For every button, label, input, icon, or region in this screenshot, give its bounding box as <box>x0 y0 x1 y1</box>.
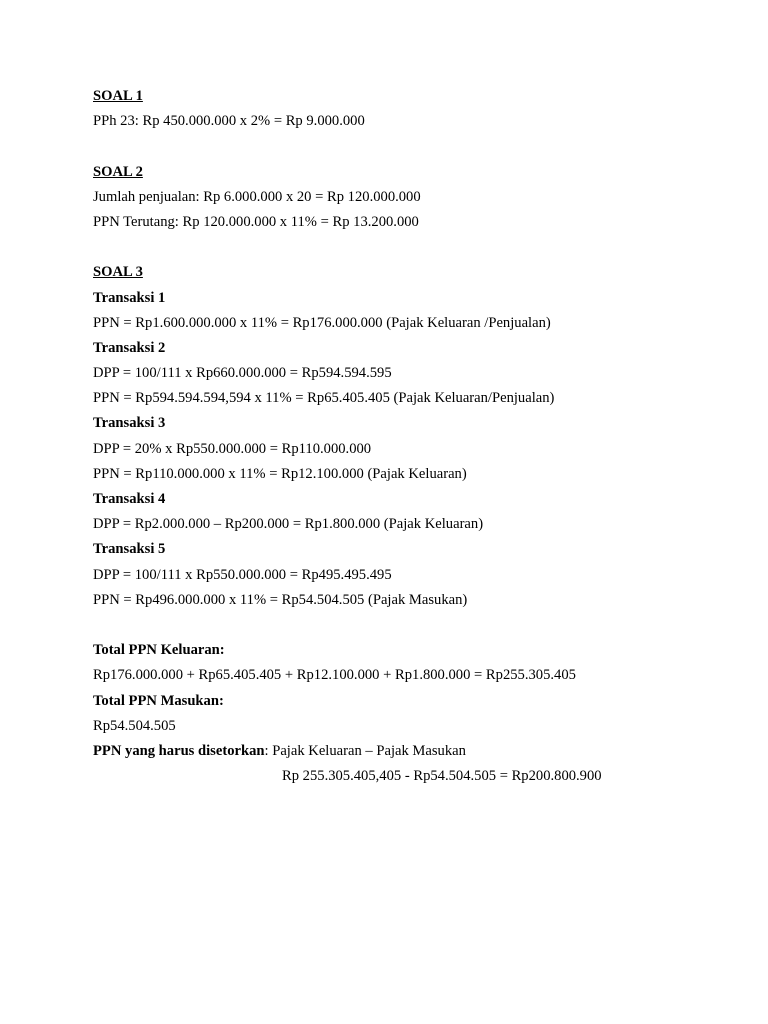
ppn-disetorkan-label: PPN yang harus disetorkan <box>93 742 265 759</box>
transaksi-4-dpp-line: DPP = Rp2.000.000 – Rp200.000 = Rp1.800.000 (Pajak Keluaran) <box>93 516 484 533</box>
total-ppn-masukan-label: Total PPN Masukan: <box>93 692 224 709</box>
spacer <box>93 136 713 161</box>
transaksi-2-dpp-line: DPP = 100/111 x Rp660.000.000 = Rp594.594.595 <box>93 365 392 382</box>
transaksi-1-title: Transaksi 1 <box>93 289 166 306</box>
soal-1-pph23-line: PPh 23: Rp 450.000.000 x 2% = Rp 9.000.000 <box>93 113 365 130</box>
ppn-disetorkan-result: Rp 255.305.405,405 - Rp54.504.505 = Rp200.800.900 <box>282 768 602 785</box>
transaksi-2-ppn-line: PPN = Rp594.594.594,594 x 11% = Rp65.405.405 (Pajak Keluaran/Penjualan) <box>93 390 555 407</box>
transaksi-1-line: PPN = Rp1.600.000.000 x 11% = Rp176.000.000 (Pajak Keluaran /Penjualan) <box>93 314 551 331</box>
transaksi-4-title: Transaksi 4 <box>93 491 166 507</box>
transaksi-5-ppn-line: PPN = Rp496.000.000 x 11% = Rp54.504.505 (Pajak Masukan) <box>93 591 468 608</box>
transaksi-3-ppn-line: PPN = Rp110.000.000 x 11% = Rp12.100.000 (Pajak Keluaran) <box>93 465 467 482</box>
document-body <box>93 86 713 791</box>
ppn-disetorkan-formula: : Pajak Keluaran – Pajak Masukan <box>264 742 466 759</box>
total-ppn-masukan-value: Rp54.504.505 <box>93 717 176 734</box>
transaksi-3-title: Transaksi 3 <box>93 415 166 432</box>
soal-2-jumlah-penjualan-line: Jumlah penjualan: Rp 6.000.000 x 20 = Rp 120.000.000 <box>93 188 421 205</box>
soal-1-heading: SOAL 1 <box>93 88 143 104</box>
transaksi-2-title: Transaksi 2 <box>93 339 166 356</box>
spacer <box>93 615 713 640</box>
total-ppn-keluaran-value: Rp176.000.000 + Rp65.405.405 + Rp12.100.000 + Rp1.800.000 = Rp255.305.405 <box>93 667 576 684</box>
total-ppn-keluaran-label: Total PPN Keluaran: <box>93 642 225 659</box>
transaksi-5-dpp-line: DPP = 100/111 x Rp550.000.000 = Rp495.495.495 <box>93 566 392 583</box>
spacer <box>93 237 713 262</box>
soal-2-ppn-terutang-line: PPN Terutang: Rp 120.000.000 x 11% = Rp 13.200.000 <box>93 213 419 230</box>
transaksi-5-title: Transaksi 5 <box>93 541 166 558</box>
ppn-disetorkan-line <box>93 741 713 766</box>
soal-2-heading: SOAL 2 <box>93 163 143 180</box>
transaksi-3-dpp-line: DPP = 20% x Rp550.000.000 = Rp110.000.000 <box>93 440 372 457</box>
soal-3-heading: SOAL 3 <box>93 264 143 281</box>
